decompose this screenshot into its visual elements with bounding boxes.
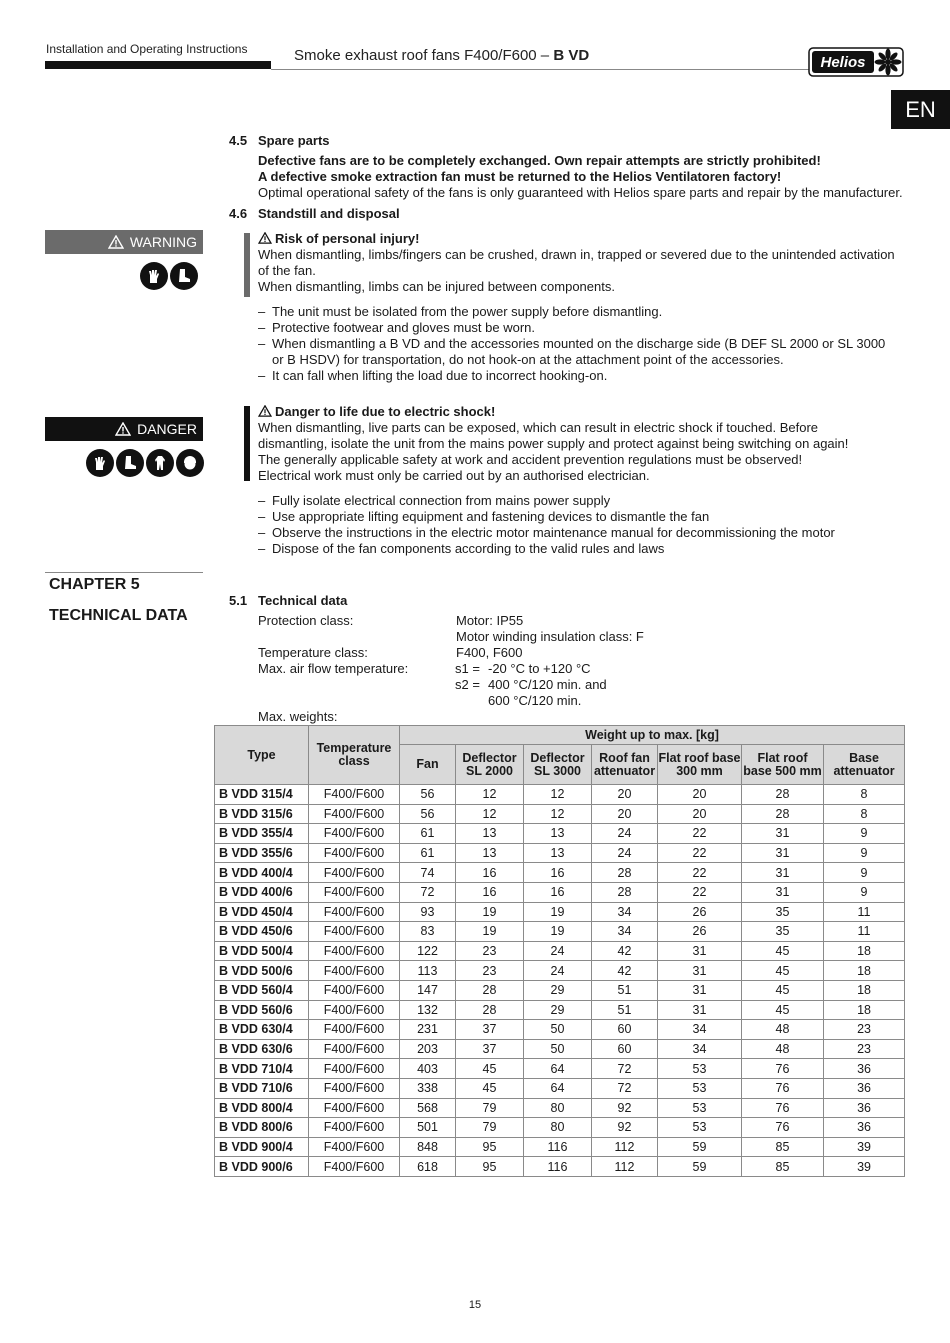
section-number: 4.6 <box>229 206 248 221</box>
weight-cell: 12 <box>524 804 592 824</box>
weight-cell: 18 <box>824 961 905 981</box>
weight-cell: 24 <box>524 961 592 981</box>
danger-list <box>258 493 898 557</box>
weight-cell: 74 <box>400 863 456 883</box>
weight-cell: 36 <box>824 1059 905 1079</box>
type-cell: B VDD 710/4 <box>215 1059 309 1079</box>
danger-text-1: When dismantling, live parts can be exposed, which can result in electric shock if touched. Before dismantling, isolate the unit from the mains power supply and protect against being switching on again! <box>258 420 849 451</box>
type-cell: B VDD 500/4 <box>215 941 309 961</box>
weight-cell: 37 <box>456 1020 524 1040</box>
list-item: – It can fall when lifting the load due to incorrect hooking-on. <box>258 368 898 384</box>
table-row <box>215 902 905 922</box>
temperature-cell: F400/F600 <box>309 785 400 805</box>
weight-cell: 22 <box>658 843 742 863</box>
type-cell: B VDD 900/4 <box>215 1137 309 1157</box>
temperature-cell: F400/F600 <box>309 1098 400 1118</box>
section-number: 4.5 <box>229 133 248 148</box>
weight-cell: 13 <box>456 824 524 844</box>
weight-cell: 59 <box>658 1137 742 1157</box>
temperature-cell: F400/F600 <box>309 1020 400 1040</box>
weight-cell: 50 <box>524 1020 592 1040</box>
weight-cell: 31 <box>742 882 824 902</box>
s2-value-1: 400 °C/120 min. and <box>488 677 607 692</box>
warning-triangle-icon <box>108 235 124 249</box>
weight-cell: 22 <box>658 824 742 844</box>
type-cell: B VDD 800/6 <box>215 1118 309 1138</box>
type-cell: B VDD 900/6 <box>215 1157 309 1177</box>
weight-cell: 61 <box>400 824 456 844</box>
weight-cell: 48 <box>742 1020 824 1040</box>
list-item: – Observe the instructions in the electric motor maintenance manual for decommissioning the motor <box>258 525 898 541</box>
table-row <box>215 922 905 942</box>
safety-boot-icon <box>116 449 144 477</box>
table-row <box>215 804 905 824</box>
header-col: Deflector SL 2000 <box>456 745 524 785</box>
language-tab: EN <box>891 90 950 129</box>
weight-cell: 39 <box>824 1137 905 1157</box>
weight-cell: 31 <box>658 941 742 961</box>
weight-cell: 23 <box>824 1020 905 1040</box>
weight-cell: 11 <box>824 902 905 922</box>
weight-cell: 45 <box>742 941 824 961</box>
header-rule <box>271 69 811 70</box>
weight-cell: 568 <box>400 1098 456 1118</box>
weight-cell: 28 <box>592 863 658 883</box>
temperature-cell: F400/F600 <box>309 1039 400 1059</box>
header-type: Type <box>215 726 309 785</box>
weight-cell: 56 <box>400 804 456 824</box>
weight-cell: 618 <box>400 1157 456 1177</box>
temperature-cell: F400/F600 <box>309 863 400 883</box>
table-row <box>215 1039 905 1059</box>
header-col: Fan <box>400 745 456 785</box>
weight-cell: 116 <box>524 1137 592 1157</box>
type-cell: B VDD 355/6 <box>215 843 309 863</box>
weight-cell: 116 <box>524 1157 592 1177</box>
type-cell: B VDD 450/6 <box>215 922 309 942</box>
weight-cell: 12 <box>456 785 524 805</box>
warning-text-2: When dismantling, limbs can be injured between components. <box>258 279 615 294</box>
weight-cell: 31 <box>742 824 824 844</box>
temperature-cell: F400/F600 <box>309 804 400 824</box>
weight-cell: 9 <box>824 882 905 902</box>
table-row <box>215 980 905 1000</box>
section-number: 5.1 <box>229 593 248 608</box>
weight-cell: 16 <box>524 882 592 902</box>
weights-table-body <box>215 785 905 1177</box>
weight-cell: 51 <box>592 980 658 1000</box>
danger-ppe-icons <box>86 449 204 477</box>
warning-label: WARNING <box>45 230 203 254</box>
weight-cell: 18 <box>824 980 905 1000</box>
header-col: Flat roof base 300 mm <box>658 745 742 785</box>
weight-cell: 8 <box>824 785 905 805</box>
weight-cell: 31 <box>742 843 824 863</box>
temperature-cell: F400/F600 <box>309 1137 400 1157</box>
danger-bar <box>244 406 250 481</box>
temperature-cell: F400/F600 <box>309 980 400 1000</box>
weight-cell: 122 <box>400 941 456 961</box>
type-cell: B VDD 630/4 <box>215 1020 309 1040</box>
weight-cell: 50 <box>524 1039 592 1059</box>
protection-value-1: Motor: IP55 <box>456 613 524 628</box>
list-item: – Protective footwear and gloves must be worn. <box>258 320 898 336</box>
weight-cell: 39 <box>824 1157 905 1177</box>
table-row <box>215 1137 905 1157</box>
chapter-rule <box>45 572 203 573</box>
type-cell: B VDD 630/6 <box>215 1039 309 1059</box>
type-cell: B VDD 560/6 <box>215 1000 309 1020</box>
weight-cell: 24 <box>592 824 658 844</box>
weight-cell: 59 <box>658 1157 742 1177</box>
weight-cell: 20 <box>592 804 658 824</box>
list-item: – Use appropriate lifting equipment and fastening devices to dismantle the fan <box>258 509 898 525</box>
section-title: Spare parts <box>258 133 330 148</box>
weight-cell: 29 <box>524 980 592 1000</box>
weight-cell: 231 <box>400 1020 456 1040</box>
weight-cell: 13 <box>524 824 592 844</box>
weight-cell: 16 <box>524 863 592 883</box>
temperature-cell: F400/F600 <box>309 1059 400 1079</box>
danger-label: DANGER <box>45 417 203 441</box>
type-cell: B VDD 500/6 <box>215 961 309 981</box>
temperature-cell: F400/F600 <box>309 1078 400 1098</box>
s1-key: s1 = <box>455 661 480 676</box>
weight-cell: 64 <box>524 1078 592 1098</box>
weight-cell: 19 <box>456 902 524 922</box>
table-row <box>215 1118 905 1138</box>
weight-cell: 9 <box>824 843 905 863</box>
temperature-cell: F400/F600 <box>309 1000 400 1020</box>
weight-cell: 112 <box>592 1137 658 1157</box>
weight-cell: 53 <box>658 1059 742 1079</box>
weight-cell: 85 <box>742 1137 824 1157</box>
weight-cell: 24 <box>592 843 658 863</box>
table-row <box>215 1157 905 1177</box>
weight-cell: 848 <box>400 1137 456 1157</box>
weight-cell: 28 <box>592 882 658 902</box>
weight-cell: 76 <box>742 1078 824 1098</box>
warning-list <box>258 304 898 384</box>
temperature-value: F400, F600 <box>456 645 523 660</box>
protection-label: Protection class: <box>258 613 354 628</box>
weight-cell: 19 <box>524 902 592 922</box>
temperature-cell: F400/F600 <box>309 941 400 961</box>
type-cell: B VDD 355/4 <box>215 824 309 844</box>
weight-cell: 23 <box>456 961 524 981</box>
weight-cell: 13 <box>524 843 592 863</box>
weight-cell: 26 <box>658 922 742 942</box>
header-bar <box>45 61 271 69</box>
weight-cell: 501 <box>400 1118 456 1138</box>
header-col: Deflector SL 3000 <box>524 745 592 785</box>
list-item: – Fully isolate electrical connection from mains power supply <box>258 493 898 509</box>
weight-cell: 61 <box>400 843 456 863</box>
weight-cell: 48 <box>742 1039 824 1059</box>
weight-cell: 80 <box>524 1098 592 1118</box>
table-row <box>215 961 905 981</box>
table-row <box>215 882 905 902</box>
svg-text:Helios: Helios <box>820 54 866 71</box>
weights-table <box>214 725 905 1177</box>
weight-cell: 403 <box>400 1059 456 1079</box>
temperature-cell: F400/F600 <box>309 1157 400 1177</box>
weight-cell: 36 <box>824 1118 905 1138</box>
weight-cell: 12 <box>524 785 592 805</box>
weight-cell: 9 <box>824 824 905 844</box>
type-cell: B VDD 450/4 <box>215 902 309 922</box>
weight-cell: 19 <box>456 922 524 942</box>
weight-cell: 23 <box>824 1039 905 1059</box>
spare-parts-text: Optimal operational safety of the fans is only guaranteed with Helios spare parts and repair by the manufacturer. <box>258 185 903 200</box>
weight-cell: 112 <box>592 1157 658 1177</box>
safety-boot-icon <box>170 262 198 290</box>
header-col: Roof fan attenuator <box>592 745 658 785</box>
weight-cell: 72 <box>592 1059 658 1079</box>
type-cell: B VDD 315/4 <box>215 785 309 805</box>
header-temperature-class: Temperature class <box>309 726 400 785</box>
temperature-cell: F400/F600 <box>309 824 400 844</box>
weight-cell: 147 <box>400 980 456 1000</box>
weight-cell: 45 <box>742 980 824 1000</box>
weight-cell: 83 <box>400 922 456 942</box>
weight-cell: 203 <box>400 1039 456 1059</box>
weight-cell: 34 <box>658 1039 742 1059</box>
weight-cell: 56 <box>400 785 456 805</box>
weight-cell: 93 <box>400 902 456 922</box>
table-row <box>215 1020 905 1040</box>
type-cell: B VDD 800/4 <box>215 1098 309 1118</box>
weight-cell: 60 <box>592 1039 658 1059</box>
weight-cell: 45 <box>456 1078 524 1098</box>
weight-cell: 64 <box>524 1059 592 1079</box>
weight-cell: 42 <box>592 961 658 981</box>
temperature-cell: F400/F600 <box>309 843 400 863</box>
weight-cell: 76 <box>742 1059 824 1079</box>
weight-cell: 20 <box>592 785 658 805</box>
warning-triangle-icon <box>115 422 131 436</box>
list-item: – When dismantling a B VD and the accessories mounted on the discharge side (B DEF SL 2000 or SL 3000 or B HSDV) for transportation, do not hook-on at the attachment point of the accessories. <box>258 336 898 368</box>
table-row <box>215 1098 905 1118</box>
weight-cell: 23 <box>456 941 524 961</box>
s2-value-2: 600 °C/120 min. <box>488 693 582 708</box>
table-row <box>215 1000 905 1020</box>
weight-cell: 79 <box>456 1098 524 1118</box>
weight-cell: 36 <box>824 1078 905 1098</box>
table-row <box>215 1059 905 1079</box>
danger-text-2: The generally applicable safety at work and accident prevention regulations must be observed! <box>258 452 803 467</box>
weight-cell: 29 <box>524 1000 592 1020</box>
list-item: – The unit must be isolated from the power supply before dismantling. <box>258 304 898 320</box>
type-cell: B VDD 710/6 <box>215 1078 309 1098</box>
weight-cell: 31 <box>658 980 742 1000</box>
weight-cell: 16 <box>456 882 524 902</box>
weight-cell: 28 <box>456 980 524 1000</box>
spare-parts-bold-2: A defective smoke extraction fan must be returned to the Helios Ventilatoren factory! <box>258 169 782 184</box>
temperature-cell: F400/F600 <box>309 961 400 981</box>
type-cell: B VDD 400/4 <box>215 863 309 883</box>
weight-cell: 34 <box>592 922 658 942</box>
weight-cell: 31 <box>658 1000 742 1020</box>
s1-value: -20 °C to +120 °C <box>488 661 591 676</box>
weight-cell: 42 <box>592 941 658 961</box>
danger-text-3: Electrical work must only be carried out by an authorised electrician. <box>258 468 650 483</box>
weight-cell: 113 <box>400 961 456 981</box>
weight-cell: 72 <box>400 882 456 902</box>
danger-title: Danger to life due to electric shock! <box>258 404 495 420</box>
weight-cell: 79 <box>456 1118 524 1138</box>
weight-cell: 18 <box>824 941 905 961</box>
section-title: Technical data <box>258 593 348 608</box>
weight-cell: 8 <box>824 804 905 824</box>
weight-cell: 92 <box>592 1098 658 1118</box>
weight-cell: 28 <box>742 804 824 824</box>
weight-cell: 28 <box>742 785 824 805</box>
temperature-cell: F400/F600 <box>309 882 400 902</box>
weight-cell: 22 <box>658 863 742 883</box>
warning-ppe-icons <box>140 262 198 290</box>
protective-clothing-icon <box>146 449 174 477</box>
s2-key: s2 = <box>455 677 480 692</box>
weight-cell: 53 <box>658 1078 742 1098</box>
chapter-number: CHAPTER 5 <box>49 576 140 593</box>
weight-cell: 53 <box>658 1118 742 1138</box>
weight-cell: 18 <box>824 1000 905 1020</box>
weight-cell: 12 <box>456 804 524 824</box>
weight-cell: 36 <box>824 1098 905 1118</box>
header-weight: Weight up to max. [kg] <box>400 726 905 745</box>
weight-cell: 76 <box>742 1118 824 1138</box>
warning-bar <box>244 233 250 297</box>
table-row <box>215 785 905 805</box>
spare-parts-bold-1: Defective fans are to be completely exchanged. Own repair attempts are strictly prohibited! <box>258 153 821 168</box>
weight-cell: 45 <box>742 961 824 981</box>
protection-value-2: Motor winding insulation class: F <box>456 629 644 644</box>
weight-cell: 31 <box>658 961 742 981</box>
weight-cell: 35 <box>742 922 824 942</box>
weight-cell: 72 <box>592 1078 658 1098</box>
doc-type-label: Installation and Operating Instructions <box>46 42 248 56</box>
weight-cell: 11 <box>824 922 905 942</box>
gloves-icon <box>86 449 114 477</box>
chapter-title: TECHNICAL DATA <box>49 607 188 624</box>
weight-cell: 34 <box>592 902 658 922</box>
temperature-cell: F400/F600 <box>309 1118 400 1138</box>
weight-cell: 132 <box>400 1000 456 1020</box>
table-row <box>215 824 905 844</box>
weight-cell: 24 <box>524 941 592 961</box>
weight-cell: 16 <box>456 863 524 883</box>
type-cell: B VDD 400/6 <box>215 882 309 902</box>
page-number: 15 <box>468 1299 482 1311</box>
weight-cell: 45 <box>456 1059 524 1079</box>
temperature-cell: F400/F600 <box>309 902 400 922</box>
weight-cell: 35 <box>742 902 824 922</box>
weight-cell: 20 <box>658 785 742 805</box>
weight-cell: 80 <box>524 1118 592 1138</box>
table-row <box>215 941 905 961</box>
weights-label: Max. weights: <box>258 709 338 724</box>
gloves-icon <box>140 262 168 290</box>
helios-logo <box>808 46 904 78</box>
weight-cell: 37 <box>456 1039 524 1059</box>
weight-cell: 31 <box>742 863 824 883</box>
airflow-label: Max. air flow temperature: <box>258 661 409 676</box>
warning-title: Risk of personal injury! <box>258 231 419 247</box>
weight-cell: 19 <box>524 922 592 942</box>
weight-cell: 13 <box>456 843 524 863</box>
type-cell: B VDD 560/4 <box>215 980 309 1000</box>
weight-cell: 92 <box>592 1118 658 1138</box>
weight-cell: 22 <box>658 882 742 902</box>
temperature-cell: F400/F600 <box>309 922 400 942</box>
warning-triangle-icon <box>258 232 272 244</box>
section-title: Standstill and disposal <box>258 206 400 221</box>
weight-cell: 34 <box>658 1020 742 1040</box>
weight-cell: 338 <box>400 1078 456 1098</box>
page-title: Smoke exhaust roof fans F400/F600 – B VD <box>294 47 590 64</box>
weight-cell: 60 <box>592 1020 658 1040</box>
head-protection-icon <box>176 449 204 477</box>
weight-cell: 76 <box>742 1098 824 1118</box>
weight-cell: 51 <box>592 1000 658 1020</box>
weight-cell: 95 <box>456 1137 524 1157</box>
weight-cell: 26 <box>658 902 742 922</box>
weight-cell: 9 <box>824 863 905 883</box>
temperature-label: Temperature class: <box>258 645 368 660</box>
type-cell: B VDD 315/6 <box>215 804 309 824</box>
weight-cell: 45 <box>742 1000 824 1020</box>
weight-cell: 28 <box>456 1000 524 1020</box>
weight-cell: 85 <box>742 1157 824 1177</box>
header-col: Base attenuator <box>824 745 905 785</box>
list-item: – Dispose of the fan components according to the valid rules and laws <box>258 541 898 557</box>
table-row <box>215 1078 905 1098</box>
header-col: Flat roof base 500 mm <box>742 745 824 785</box>
table-row <box>215 863 905 883</box>
warning-triangle-icon <box>258 405 272 417</box>
weight-cell: 20 <box>658 804 742 824</box>
warning-text-1: When dismantling, limbs/fingers can be crushed, drawn in, trapped or severed due to the unintended activation of the fan. <box>258 247 895 278</box>
weight-cell: 53 <box>658 1098 742 1118</box>
table-row <box>215 843 905 863</box>
weight-cell: 95 <box>456 1157 524 1177</box>
